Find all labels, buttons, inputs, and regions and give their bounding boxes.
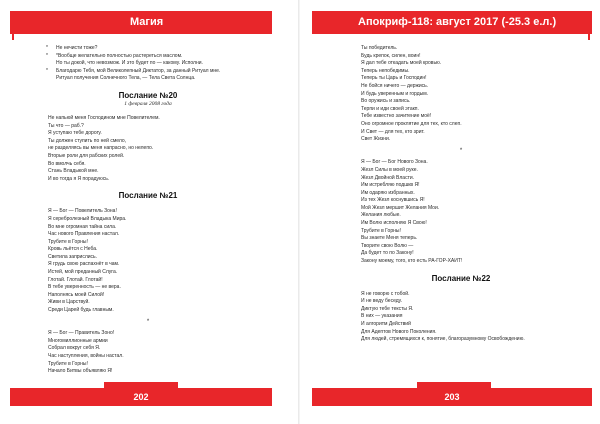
verse-line: Диктую тебе тексты Я.: [361, 305, 414, 312]
verse-line: Вы знаете Меня теперь.: [361, 235, 418, 242]
verse-line: не разделяясь вы меня напрасно, но нелепо.: [48, 145, 154, 152]
verse-line: Жезл Двойной Власти.: [361, 174, 415, 181]
verse-line: Да будет то по Закону!: [361, 250, 414, 257]
right-header-bar: [312, 11, 592, 34]
verse-line: Им одаряю избранных.: [361, 189, 415, 196]
verse-line: Я не говорю с тобой.: [361, 290, 410, 297]
verse-line: Им истребляю подшкв Я!: [361, 182, 420, 189]
verse-line: Вторые роли для рабских ролей.: [48, 152, 125, 159]
right-header-tick: [588, 34, 590, 40]
verse-line: Ты победитель.: [361, 45, 398, 51]
verse-line: Я — Бог — Повелитель Зона!: [48, 208, 117, 215]
verse-line: Теперь ты Царь и Господин!: [361, 75, 427, 82]
left-footer-bar: [10, 388, 272, 406]
verse-line: В тебе уверенность — не вера.: [48, 284, 121, 291]
verse-line: Светила заприслись.: [48, 253, 98, 260]
verse-line: Собрал вокруг себя Я.: [48, 345, 101, 352]
verse-line: Стань Владыкой мне.: [48, 168, 99, 175]
right-page: [300, 0, 600, 424]
left-page-number: 202: [133, 392, 149, 402]
verse-line: Будь крепок, силен, воин!: [361, 52, 421, 59]
verse-line: Час наступления, войны настал.: [48, 353, 124, 359]
left-header-tick: [12, 34, 14, 40]
verse-line: Я — Бог — Бог Нового Зона.: [361, 159, 428, 166]
verse-line: Трубите в Горны!: [48, 360, 88, 367]
left-header-bar: [10, 11, 272, 34]
message-21-title: Послание №21: [118, 191, 178, 201]
verse-line: Терпи и иди своей этакп.: [361, 105, 419, 112]
verse-line: Трубите в Горны!: [48, 238, 88, 245]
intro-line: * Не нечисти тоже?: [48, 45, 268, 53]
verse-line: Я — Бог — Правитель Зоно!: [48, 330, 115, 337]
intro-line: * Благодарю Тебя, мой Великолепный Диктатор, за данный Ритуал мне.: [48, 68, 268, 76]
intro-line: * *Вообще желательно полностью растереться маслом.: [48, 53, 268, 61]
verse-line: Трубите в Горны!: [361, 227, 401, 234]
verse-line: Наполнясь моей Силой!: [48, 291, 105, 298]
verse-line: Тебе известно зачитение моё!: [361, 113, 432, 120]
verse-line: Кровь льётся с Неба.: [48, 246, 98, 253]
verse-line: Начало Битвы объявляю Я!: [48, 368, 113, 375]
verse-line: Во мне огромная тайна сила.: [48, 223, 117, 230]
verse-line: Во вмолчь себя.: [48, 160, 86, 167]
verse-line: И алгоритм Действий: [361, 321, 411, 327]
verse-line: Из тех Жезл коснувшись Я!: [361, 197, 425, 204]
left-text-column: [48, 45, 268, 376]
message-20-title: Послание №20: [118, 90, 178, 100]
separator-star: *: [146, 318, 150, 325]
verse-line: Для людей, стремящихся к, понятие, благоразумному Освобождению.: [361, 336, 525, 343]
right-footer-bar: [312, 388, 592, 406]
verse-line: Ты что — раб.?: [48, 122, 84, 129]
verse-line: Не напьюй меня Господином мне Повелителем.: [48, 114, 160, 121]
verse-line: Я уступаю тебе дорогу.: [48, 130, 102, 137]
verse-line: И во тогда я Я порадуюсь.: [48, 175, 110, 182]
verse-line: В них — указания: [361, 313, 403, 320]
verse-line: Истей, мой преданный Слуга.: [48, 269, 118, 276]
intro-line: Но ты докой, что невозмож. И это будет по — какому. Исполни.: [56, 60, 203, 67]
verse-line: Живи в Царствуй.: [48, 299, 90, 306]
message-22-title: Послание №22: [431, 273, 491, 283]
verse-line: Не бойся ничего — держись.: [361, 82, 429, 89]
verse-line: Час нового Правления настал.: [48, 231, 120, 238]
verse-line: Среди Царей будь главным.: [48, 307, 114, 314]
verse-line: Творите свою Волю —: [361, 242, 414, 249]
message-20-date: 1 февраля 2008 года: [124, 100, 172, 107]
verse-line: Теперь непобедимы.: [361, 67, 410, 74]
verse-line: Желания любые.: [361, 212, 401, 219]
verse-line: Многомиллионные армии: [48, 337, 108, 344]
verse-line: Для Адептов Нового Поколения.: [361, 328, 437, 335]
verse-line: Я грудь свою распахнёт в чам.: [48, 261, 120, 268]
verse-line: И не веду беседу.: [361, 298, 403, 305]
verse-line: Мой Жезл мершит Желания Мои.: [361, 204, 440, 211]
right-text-column: [361, 45, 581, 344]
separator-star: *: [459, 147, 463, 154]
intro-line: Ритуал получения Солнечного Тела, — Тела Света Солнца.: [56, 75, 196, 82]
verse-line: Я дал тебе откадать моей кровью.: [361, 60, 442, 67]
verse-line: Оно огромное проклятие для тех, кто слеп.: [361, 120, 462, 127]
left-header-title: Магия: [130, 16, 164, 28]
verse-line: Я серебролезный Владыка Мира.: [48, 215, 127, 222]
verse-line: Им Волю исполняю Я Свою!: [361, 220, 427, 227]
verse-line: И Свет — для тех, кто зрит.: [361, 128, 425, 135]
verse-line: Свет Жизни.: [361, 136, 391, 143]
verse-line: Во оружись и запись.: [361, 98, 411, 105]
verse-line: Закону моему, того, кто есть РА-ГОР-ХАИТ!: [361, 258, 463, 265]
right-header-title: Апокриф-118: август 2017 (-25.3 е.л.): [358, 16, 557, 28]
verse-line: Жезл Силы в моей руке.: [361, 166, 418, 173]
verse-line: Ты должен ступить по ней смело,: [48, 137, 127, 144]
right-page-number: 203: [444, 392, 460, 402]
verse-line: И будь уверенным и гордым.: [361, 90, 429, 97]
verse-line: Глотай. Глотай. Глотай!: [48, 276, 103, 283]
